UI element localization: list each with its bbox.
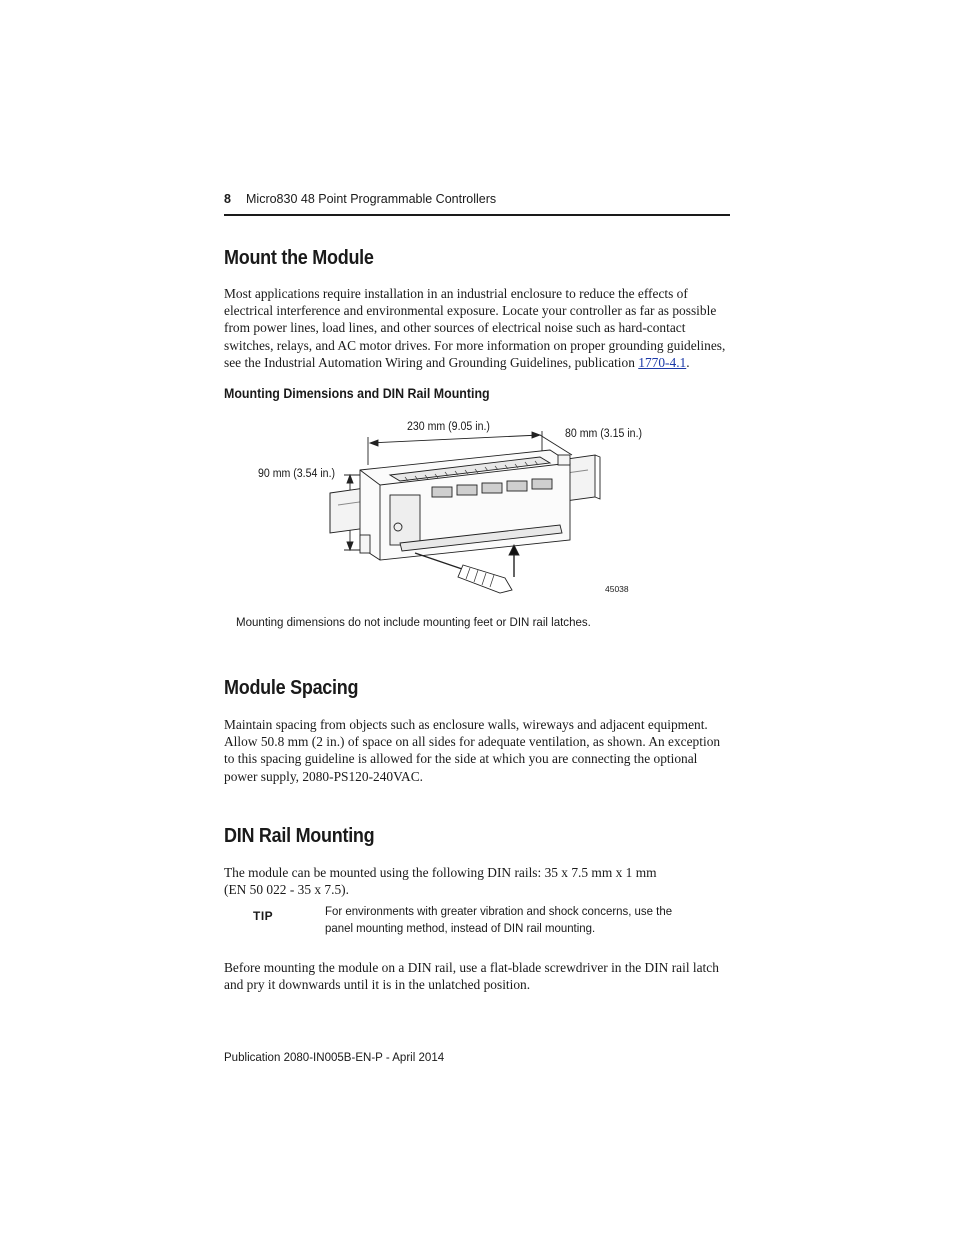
figure-number: 45038 <box>605 584 629 594</box>
depth-dimension-label: 80 mm (3.15 in.) <box>565 428 643 440</box>
mount-module-text: Most applications require installation in an industrial enclosure to reduce the effects of electrical interference and environmental exposure. Locate your controller as far as possible from power lines, load lines, and other sources of electrical noise such as hard-contact switches, relays, and AC motor drives. For more information on proper grounding guidelines, see the Industrial Automation Wiring and Grounding Guidelines, publication <box>224 286 726 370</box>
figure-caption: Mounting dimensions do not include mounting feet or DIN rail latches. <box>236 615 591 629</box>
mount-module-text-end: . <box>686 354 690 370</box>
din-rail-paragraph <box>224 864 730 898</box>
width-dimension-line <box>370 435 540 443</box>
height-dimension-label: 90 mm (3.54 in.) <box>258 468 336 480</box>
publication-footer: Publication 2080-IN005B-EN-P - April 2014 <box>224 1050 445 1064</box>
tip-text: For environments with greater vibration and shock concerns, use the panel mounting method, instead of DIN rail mounting. <box>325 904 673 935</box>
module-spacing-paragraph: Maintain spacing from objects such as enclosure walls, wireways and adjacent equipment. Allow 50.8 mm (2 in.) of space on all sides for adequate ventilation, as shown. An exception to this spacing guideline is allowed for the side at which you are connecting the optional power supply, 2080-PS120-240VAC. <box>224 717 721 784</box>
heading-din-rail-mounting: DIN Rail Mounting <box>224 825 375 847</box>
din-rail-text-line1: The module can be mounted using the following DIN rails: 35 x 7.5 mm x 1 mm <box>224 865 657 880</box>
tip-label: TIP <box>253 909 274 923</box>
heading-mount-the-module: Mount the Module <box>224 247 374 269</box>
page-number: 8 <box>224 192 231 206</box>
width-dimension-label: 230 mm (9.05 in.) <box>407 421 490 433</box>
din-rail-text-line2: (EN 50 022 - 35 x 7.5). <box>224 882 349 898</box>
subheading-mounting-dimensions: Mounting Dimensions and DIN Rail Mounting <box>224 386 490 401</box>
unlatch-paragraph: Before mounting the module on a DIN rail, use a flat-blade screwdriver in the DIN rail latch and pry it downwards until it is in the unlatched position. <box>224 960 719 993</box>
mounting-dimensions-figure <box>250 415 660 600</box>
publication-link[interactable]: 1770-4.1 <box>638 354 687 370</box>
heading-module-spacing: Module Spacing <box>224 677 359 699</box>
controller-din-rail-illustration <box>250 415 660 600</box>
screwdriver-shaft <box>415 553 465 570</box>
document-title: Micro830 48 Point Programmable Controllers <box>246 192 497 206</box>
running-header <box>224 192 730 206</box>
mount-module-paragraph <box>224 285 730 371</box>
header-rule <box>224 214 730 216</box>
